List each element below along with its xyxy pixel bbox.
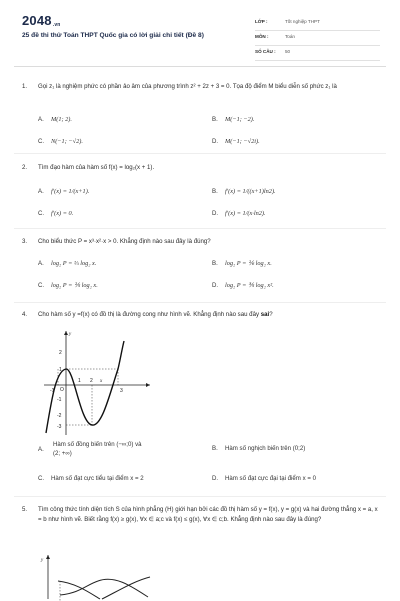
option-b[interactable]	[212, 187, 276, 196]
option-letter: C.	[38, 138, 45, 145]
question-4	[22, 310, 384, 490]
option-text: f′(x) = 1/((x+1)ln2).	[225, 188, 276, 195]
option-letter: B.	[212, 116, 218, 123]
option-d[interactable]	[212, 137, 260, 146]
question-text-part: ?	[269, 311, 273, 318]
graph-y-label: y	[41, 558, 44, 563]
question-divider	[14, 496, 386, 497]
option-letter: C.	[38, 475, 45, 482]
option-text: log₂ P = ⅙ log₂ x.	[225, 260, 272, 267]
option-text: f′(x) = 1/(x+1).	[51, 188, 90, 195]
question-text: Tìm công thức tính diện tích S của hình phẳng (H) giới hạn bởi các đồ thị hàm số y = f(x), y = g(x) và hai đường thẳng x = a, x = b như hình vẽ. Biết rằng f(x) ≥ g(x), ∀x ∈ a;c và f(x) ≤ g(x), ∀x ∈ c;b. Khẳng định nào sau đây là đúng?	[38, 506, 378, 523]
option-letter: B.	[212, 260, 218, 267]
meta-key: SỐ CÂU :	[255, 49, 276, 54]
question-divider	[14, 228, 386, 229]
question-text	[38, 310, 382, 320]
meta-row-class	[255, 16, 380, 31]
option-b[interactable]	[212, 444, 305, 453]
question-1	[22, 82, 384, 145]
y-tick-label: -1	[57, 397, 62, 403]
x-tick-label: 1	[78, 378, 81, 384]
option-text: M(−1; −2).	[225, 116, 255, 123]
option-text: log₂ P = ⅔ log₂ x.	[51, 260, 97, 267]
option-letter: C.	[38, 282, 45, 289]
curve-f-right	[102, 577, 150, 599]
question-number: 5.	[22, 506, 28, 513]
question-text: Gọi z₁ là nghiệm phức có phần ảo âm của phương trình z² + 2z + 3 = 0. Tọa độ điểm M biểu diễn số phức z₁ là	[38, 83, 337, 90]
option-d[interactable]	[212, 281, 274, 290]
question-divider	[14, 302, 386, 303]
x-tick-label: -1	[50, 388, 55, 394]
logo-suffix: .vn	[52, 22, 61, 28]
option-letter: A.	[38, 260, 44, 267]
option-c[interactable]	[38, 137, 83, 146]
option-text: M(1; 2).	[51, 116, 72, 123]
y-tick-label: 1	[59, 367, 62, 373]
y-tick-label: -3	[57, 424, 62, 430]
option-letter: B.	[212, 445, 218, 452]
option-letter: A.	[38, 446, 44, 453]
option-text: log₂ P = ⅕ log₂ x.	[51, 282, 98, 289]
question-number: 3.	[22, 238, 28, 245]
meta-value: Tốt nghiệp THPT	[285, 19, 320, 24]
option-a[interactable]	[38, 115, 72, 124]
meta-value: 50	[285, 49, 291, 54]
meta-key: LỚP :	[255, 19, 268, 24]
option-text: Hàm số nghịch biến trên (0;2)	[225, 445, 306, 452]
option-d[interactable]	[212, 474, 316, 483]
y-tick-label: -2	[57, 413, 62, 419]
x-axis-arrow	[146, 383, 150, 387]
site-logo[interactable]	[22, 13, 61, 28]
meta-row-subject	[255, 31, 380, 46]
logo-text: 2048	[22, 13, 52, 28]
option-c[interactable]	[38, 474, 144, 483]
option-letter: A.	[38, 188, 44, 195]
meta-key: MÔN :	[255, 34, 269, 39]
question-number: 1.	[22, 83, 28, 90]
option-text: Hàm số đạt cực đại tại điểm x = 0	[225, 475, 316, 482]
curve-path	[46, 341, 124, 433]
option-b[interactable]	[212, 115, 254, 124]
question-emphasis: sai	[260, 311, 270, 318]
question-text: Cho biểu thức P = x³·x²·x > 0. Khẳng định nào sau đây là đúng?	[38, 238, 211, 245]
option-text: f′(x) = 0.	[51, 210, 74, 217]
question-5	[22, 505, 384, 600]
y-axis-arrow	[64, 331, 68, 335]
graph-x-label: x	[100, 379, 103, 384]
option-b[interactable]	[212, 259, 272, 268]
question-text-part: Cho hàm số y =f(x) có đồ thị là đường cong như hình vẽ. Khẳng định nào sau đây	[38, 311, 261, 318]
option-letter: D.	[212, 210, 219, 217]
question-2	[22, 163, 384, 223]
question-3	[22, 237, 384, 297]
option-letter: D.	[212, 475, 219, 482]
option-c[interactable]	[38, 209, 73, 218]
x-tick-label: 2	[90, 378, 93, 384]
graph-y-label: y	[69, 332, 72, 337]
option-text-line: (2; +∞)	[53, 450, 72, 457]
graph-origin-label: O	[60, 387, 64, 393]
function-graph	[38, 327, 156, 439]
question-text: Tìm đạo hàm của hàm số f(x) = log₂(x + 1).	[38, 164, 155, 171]
meta-row-count	[255, 46, 380, 61]
header-divider	[14, 66, 386, 67]
option-a[interactable]	[38, 259, 96, 268]
curve-g	[60, 579, 148, 597]
option-text: Hàm số đạt cực tiểu tại điểm x = 2	[51, 475, 144, 482]
question-number: 4.	[22, 311, 28, 318]
option-c[interactable]	[38, 281, 98, 290]
option-d[interactable]	[212, 209, 266, 218]
y-tick-label: 2	[59, 350, 62, 356]
option-letter: A.	[38, 116, 44, 123]
option-text-line: Hàm số đồng biến trên (−∞;0) và	[53, 441, 142, 448]
option-letter: D.	[212, 282, 219, 289]
option-text: M(−1; −√2i).	[225, 138, 260, 145]
exam-meta	[255, 16, 380, 61]
meta-value: Toán	[285, 34, 295, 39]
option-text	[53, 440, 163, 458]
x-tick-label: 3	[120, 388, 123, 394]
question-number: 2.	[22, 164, 28, 171]
option-text: N(−1; −√2).	[51, 138, 83, 145]
option-letter: B.	[212, 188, 218, 195]
option-a[interactable]	[38, 187, 89, 196]
exam-title: 25 đề thi thử Toán THPT Quốc gia có lời giải chi tiết (Đề 8)	[22, 32, 204, 39]
option-letter: D.	[212, 138, 219, 145]
question-divider	[14, 153, 386, 154]
option-text: f′(x) = 1/(x·ln2).	[225, 210, 266, 217]
option-letter: C.	[38, 210, 45, 217]
area-graph	[38, 551, 158, 601]
option-text: log₂ P = ⅗ log₂ x².	[225, 282, 274, 289]
y-axis-arrow	[46, 555, 50, 559]
